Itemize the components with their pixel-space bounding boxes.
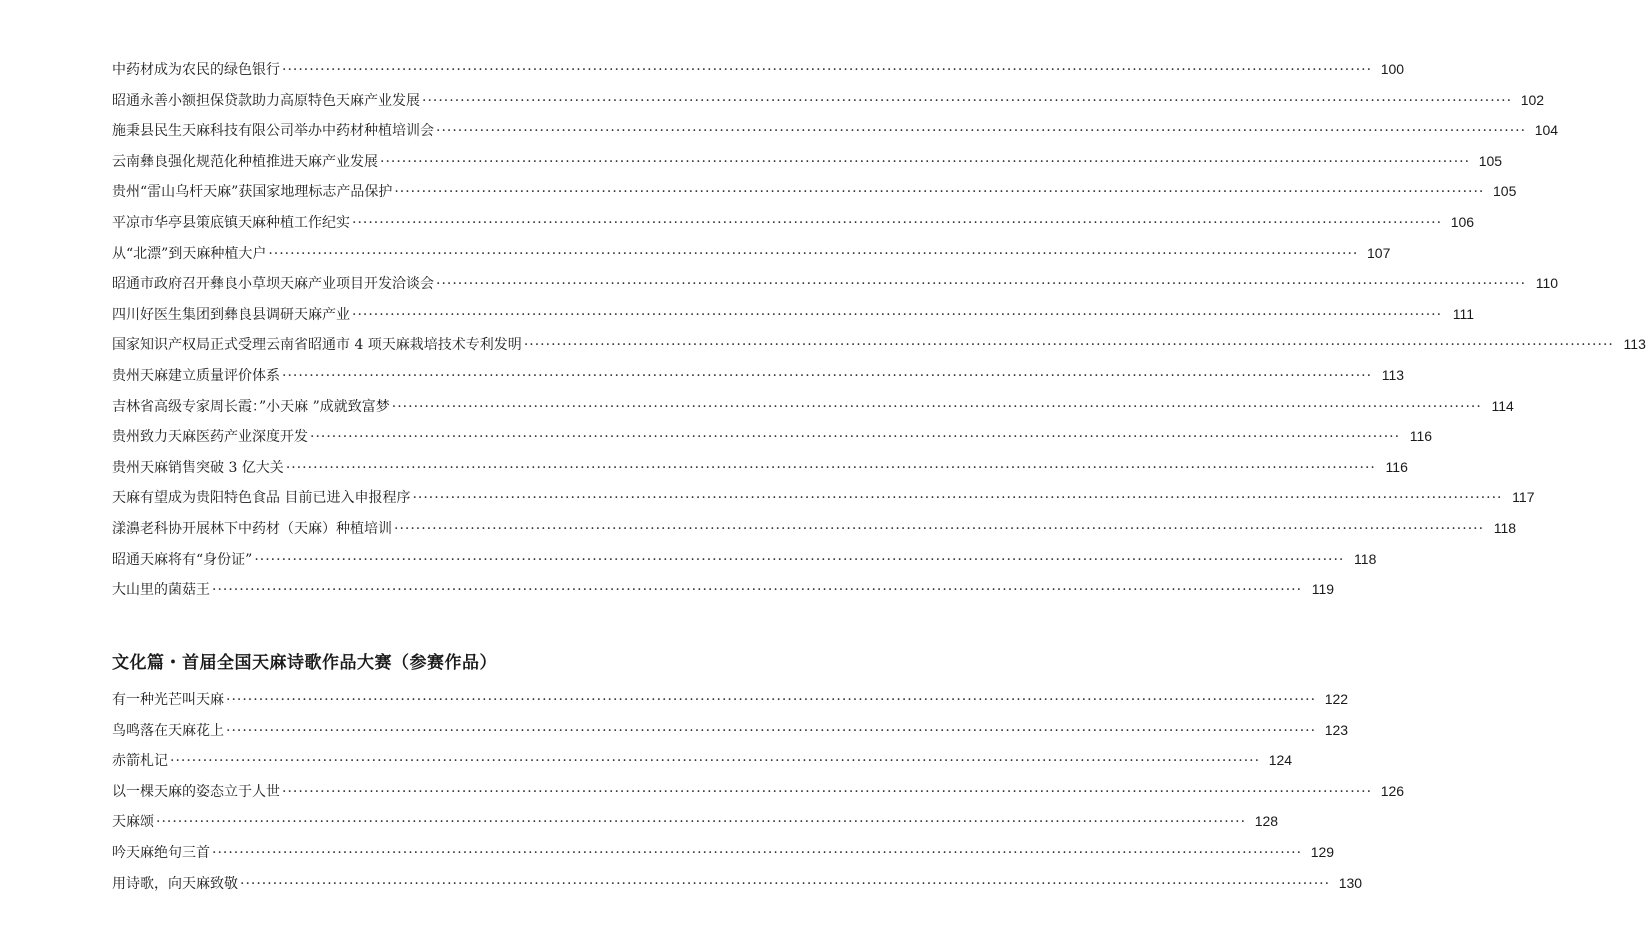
toc-entry-page: 110 [1535, 275, 1559, 292]
toc-entry-page: 102 [1520, 91, 1545, 108]
toc-entry-title: 昭通天麻将有“身份证” [112, 551, 253, 568]
toc-entry-title: 贵州致力天麻医药产业深度开发 [112, 429, 308, 446]
toc-entry [112, 54, 1405, 85]
toc-leader-dots: ········································································································································································································ [268, 245, 1359, 262]
toc-leader-dots: ········································································································································································································ [240, 875, 1331, 892]
toc-entry-title: 鸟鸣落在天麻花上 [112, 722, 224, 739]
toc-leader-dots: ········································································································································································································ [170, 753, 1261, 770]
toc-entry [112, 452, 1408, 483]
toc-entry-title: 从“北漂”到天麻种植大户 [112, 245, 267, 262]
toc-entry-title: 以一棵天麻的姿态立于人世 [112, 783, 280, 800]
toc-leader-dots: ········································································································································································································ [282, 367, 1373, 384]
toc-entry [112, 329, 1646, 360]
toc-leader-dots: ········································································································································································································ [212, 844, 1303, 861]
toc-entry-title: 云南彝良强化规范化种植推进天麻产业发展 [112, 153, 378, 170]
toc-entry [112, 513, 1517, 544]
toc-list-news [112, 54, 1646, 605]
toc-leader-dots: ········································································································································································································ [422, 92, 1513, 109]
toc-entry-page: 100 [1380, 61, 1405, 77]
toc-leader-dots: ········································································································································································································ [156, 814, 1247, 831]
toc-entry-page: 106 [1450, 213, 1475, 230]
toc-entry-title: 施秉县民生天麻科技有限公司举办中药材种植培训会 [112, 123, 434, 140]
toc-leader-dots: ········································································································································································································ [282, 783, 1373, 800]
toc-entry [112, 146, 1503, 177]
toc-leader-dots: ········································································································································································································ [380, 153, 1471, 170]
toc-entry [112, 207, 1475, 238]
toc-entry-page: 116 [1409, 428, 1433, 445]
toc-leader-dots: ········································································································································································································ [226, 722, 1317, 739]
toc-leader-dots: ········································································································································································································ [226, 692, 1317, 708]
toc-entry-page: 118 [1493, 519, 1517, 536]
toc-leader-dots: ········································································································································································································ [412, 490, 1503, 507]
toc-entry [112, 776, 1405, 807]
toc-leader-dots: ········································································································································································································ [394, 520, 1485, 537]
toc-leader-dots: ········································································································································································································ [436, 123, 1527, 140]
toc-entry-page: 122 [1324, 691, 1349, 707]
toc-entry [112, 574, 1335, 605]
toc-entry [112, 360, 1405, 391]
toc-entry-title: 大山里的菌菇王 [112, 582, 210, 599]
toc-entry-title: 四川好医生集团到彝良县调研天麻产业 [112, 306, 350, 323]
toc-entry-page: 113 [1381, 366, 1405, 383]
toc-entry-page: 105 [1478, 152, 1503, 169]
toc-entry [112, 299, 1475, 330]
section-heading: 文化篇・首届全国天麻诗歌作品大赛（参赛作品） [112, 653, 497, 673]
toc-entry [112, 115, 1559, 146]
toc-entry-title: 昭通永善小额担保贷款助力高原特色天麻产业发展 [112, 92, 420, 109]
toc-entry [112, 268, 1559, 299]
toc-entry-page: 118 [1354, 550, 1377, 567]
toc-entry-page: 117 [1512, 489, 1535, 506]
toc-leader-dots: ········································································································································································································ [523, 337, 1614, 354]
toc-entry-page: 105 [1493, 183, 1517, 200]
toc-entry [112, 544, 1377, 575]
toc-leader-dots: ········································································································································································································ [394, 184, 1485, 201]
toc-entry-page: 126 [1380, 782, 1405, 799]
toc-entry [112, 715, 1349, 746]
toc-entry [112, 806, 1279, 837]
toc-entry-title: 贵州天麻销售突破 3 亿大关 [112, 459, 284, 476]
toc-entry-title: 昭通市政府召开彝良小草坝天麻产业项目开发洽谈会 [112, 276, 434, 293]
toc-leader-dots: ········································································································································································································ [254, 551, 1345, 568]
toc-leader-dots: ········································································································································································································ [212, 582, 1303, 599]
toc-list-poetry [112, 684, 1405, 898]
toc-entry-title: 漾濞老科协开展林下中药材（天麻）种植培训 [112, 520, 392, 537]
toc-entry-title: 吟天麻绝句三首 [112, 844, 210, 861]
toc-entry [112, 684, 1349, 715]
toc-entry-title: 平凉市华亭县策底镇天麻种植工作纪实 [112, 214, 350, 231]
toc-entry-page: 128 [1254, 813, 1279, 830]
toc-entry [112, 868, 1363, 899]
toc-entry [112, 176, 1517, 207]
toc-leader-dots: ········································································································································································································ [352, 214, 1443, 231]
toc-entry-page: 130 [1338, 874, 1363, 891]
toc-entry-title: 贵州天麻建立质量评价体系 [112, 367, 280, 384]
toc-leader-dots: ········································································································································································································ [285, 459, 1376, 476]
toc-leader-dots: ········································································································································································································ [391, 398, 1482, 415]
toc-entry-page: 129 [1310, 843, 1335, 860]
toc-leader-dots: ········································································································································································································ [436, 276, 1527, 293]
toc-entry [112, 745, 1293, 776]
toc-entry-title: 中药材成为农民的绿色银行 [112, 62, 280, 78]
toc-entry-title: 贵州“雷山乌杆天麻”获国家地理标志产品保护 [112, 184, 393, 201]
toc-entry-page: 116 [1385, 458, 1408, 475]
toc-entry-title: 有一种光芒叫天麻 [112, 692, 224, 708]
toc-entry-title: 用诗歌，向天麻致敬 [112, 875, 238, 892]
toc-entry-page: 123 [1324, 721, 1349, 738]
toc-leader-dots: ········································································································································································································ [282, 62, 1373, 78]
toc-entry [112, 482, 1535, 513]
toc-entry-page: 107 [1367, 244, 1391, 261]
toc-entry-title: 国家知识产权局正式受理云南省昭通市 4 项天麻栽培技术专利发明 [112, 337, 522, 354]
toc-entry-title: 吉林省高级专家周长霞：”小天麻 ”成就致富梦 [112, 398, 390, 415]
toc-entry [112, 85, 1545, 116]
toc-leader-dots: ········································································································································································································ [310, 429, 1401, 446]
toc-entry-page: 114 [1491, 397, 1514, 414]
toc-entry-page: 124 [1268, 752, 1293, 769]
toc-entry-page: 113 [1623, 336, 1646, 353]
toc-entry [112, 238, 1391, 269]
toc-entry-page: 104 [1534, 122, 1559, 139]
toc-entry [112, 421, 1433, 452]
toc-entry-page: 111 [1452, 305, 1475, 322]
toc-entry-title: 天麻颂 [112, 814, 154, 831]
toc-entry-title: 赤箭札记 [112, 753, 168, 770]
toc-leader-dots: ········································································································································································································ [352, 306, 1443, 323]
toc-entry [112, 837, 1335, 868]
toc-entry [112, 391, 1514, 422]
toc-entry-title: 天麻有望成为贵阳特色食品 目前已进入申报程序 [112, 490, 411, 507]
toc-entry-page: 119 [1311, 581, 1335, 598]
